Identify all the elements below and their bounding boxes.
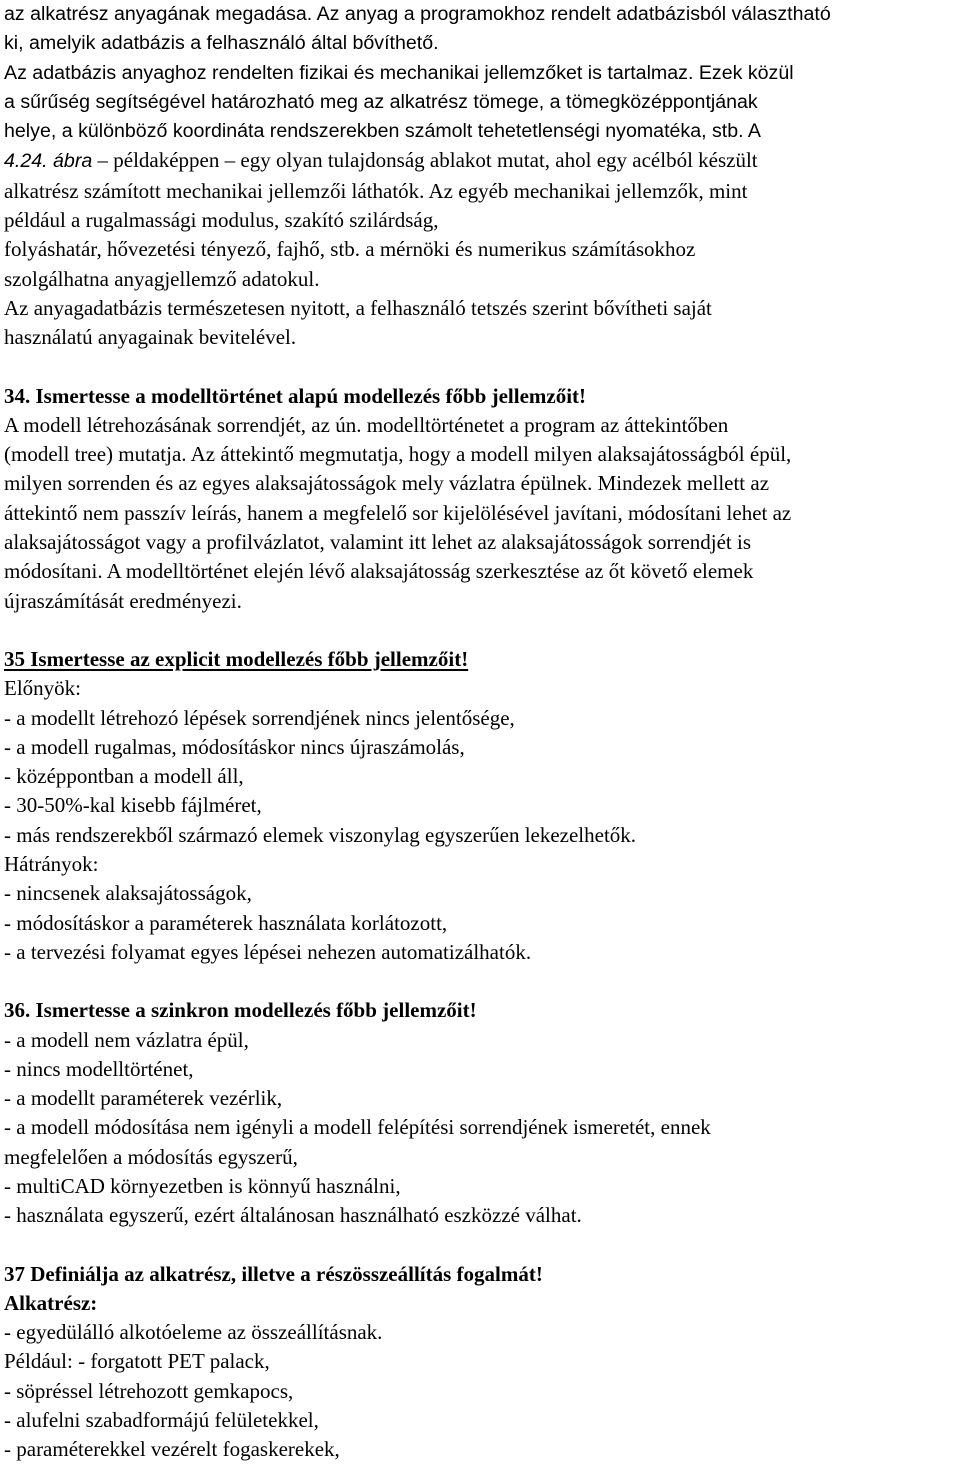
list-item: - egyedülálló alkotóeleme az összeállításnak. (4, 1320, 383, 1345)
spacer (4, 1231, 954, 1260)
section-34 (4, 382, 954, 616)
list-item: - a modell módosítása nem igényli a modell felépítési sorrendjének ismeretét, ennek (4, 1115, 711, 1140)
spacer (4, 967, 954, 996)
list-item: - 30-50%-kal kisebb fájlméret, (4, 793, 262, 818)
list-item: - középpontban a modell áll, (4, 764, 244, 789)
list-item: - nincs modelltörténet, (4, 1056, 194, 1081)
list-item: - a modell nem vázlatra épül, (4, 1027, 249, 1052)
spacer (4, 353, 954, 382)
text-line: helye, a különböző koordináta rendszerekben számolt tehetetlenségi nyomatéka, stb. A (4, 120, 761, 143)
list-item: megfelelően a módosítás egyszerű, (4, 1144, 298, 1169)
list-item: - alufelni szabadformájú felületekkel, (4, 1408, 319, 1433)
list-item: Például: - forgatott PET palack, (4, 1349, 270, 1374)
text-line: ki, amelyik adatbázis a felhasználó által bővíthető. (4, 32, 439, 55)
list-item: - multiCAD környezetben is könnyű használni, (4, 1173, 401, 1198)
list-item: - söpréssel létrehozott gemkapocs, (4, 1378, 294, 1403)
section-37 (4, 1260, 954, 1465)
list-item: - paraméterekkel vezérelt fogaskerekek, (4, 1437, 340, 1462)
section-36 (4, 996, 954, 1230)
list-item: - a modell rugalmas, módosításkor nincs újraszámolás, (4, 734, 465, 759)
list-item: - módosításkor a paraméterek használata korlátozott, (4, 910, 448, 935)
text-line: például a rugalmassági modulus, szakító szilárdság, (4, 208, 439, 233)
text-line: használatú anyagainak bevitelével. (4, 325, 297, 350)
list-item: - a tervezési folyamat egyes lépései nehezen automatizálhatók. (4, 939, 532, 964)
section-heading: 35 Ismertesse az explicit modellezés főbb jellemzőit! (4, 646, 469, 671)
text-line: (modell tree) mutatja. Az áttekintő megmutatja, hogy a modell milyen alaksajátosságból épül, (4, 442, 792, 467)
list-item: - nincsenek alaksajátosságok, (4, 881, 252, 906)
text-line: folyáshatár, hővezetési tényező, fajhő, stb. a mérnöki és numerikus számításokhoz (4, 237, 696, 262)
text-line: módosítani. A modelltörténet elején lévő alaksajátosság szerkesztése az őt követő elemek (4, 559, 754, 584)
text-line (4, 146, 954, 176)
intro-section (4, 0, 954, 353)
cons-label: Hátrányok: (4, 852, 99, 877)
list-item: - használata egyszerű, ezért általánosan használható eszközzé válhat. (4, 1203, 582, 1228)
pros-label: Előnyök: (4, 676, 81, 701)
text-line: milyen sorrenden és az egyes alaksajátosságok mely vázlatra épülnek. Mindezek mellett az (4, 471, 770, 496)
section-heading: 34. Ismertesse a modelltörténet alapú modellezés főbb jellemzőit! (4, 383, 587, 408)
list-item: - más rendszerekből származó elemek viszonylag egyszerűen lekezelhetők. (4, 822, 637, 847)
text-line: Az anyagadatbázis természetesen nyitott, a felhasználó tetszés szerint bővítheti saját (4, 295, 712, 320)
text-line: Az adatbázis anyaghoz rendelten fizikai és mechanikai jellemzőket is tartalmaz. Ezek közül (4, 61, 794, 84)
text-line: újraszámítását eredményezi. (4, 588, 242, 613)
spacer (4, 616, 954, 645)
text-line: A modell létrehozásának sorrendjét, az ún. modelltörténetet a program az áttekintőben (4, 412, 729, 437)
list-item: - a modellt paraméterek vezérlik, (4, 1086, 283, 1111)
text-fragment: – példaképpen – egy olyan tulajdonság ablakot mutat, ahol egy acélból készült (92, 148, 758, 173)
list-item: - a modellt létrehozó lépések sorrendjének nincs jelentősége, (4, 705, 515, 730)
section-heading: 37 Definiálja az alkatrész, illetve a részösszeállítás fogalmát! (4, 1261, 543, 1286)
text-line: alaksajátosságot vagy a profilvázlatot, valamint itt lehet az alaksajátosságok sorrendjét is (4, 530, 752, 555)
text-line: alkatrész számított mechanikai jellemzői láthatók. Az egyéb mechanikai jellemzők, mint (4, 178, 748, 203)
section-heading: 36. Ismertesse a szinkron modellezés főbb jellemzőit! (4, 998, 477, 1023)
section-35 (4, 645, 954, 967)
text-line: szolgálhatna anyagjellemző adatokul. (4, 266, 320, 291)
text-line: az alkatrész anyagának megadása. Az anyag a programokhoz rendelt adatbázisból választható (4, 3, 831, 25)
text-line: áttekintő nem passzív leírás, hanem a megfelelő sor kijelölésével javítani, módosítani lehet az (4, 500, 792, 525)
subheading: Alkatrész: (4, 1290, 98, 1315)
figure-reference: 4.24. ábra (4, 150, 93, 173)
text-line: a sűrűség segítségével határozható meg az alkatrész tömege, a tömegközéppontjának (4, 90, 758, 113)
